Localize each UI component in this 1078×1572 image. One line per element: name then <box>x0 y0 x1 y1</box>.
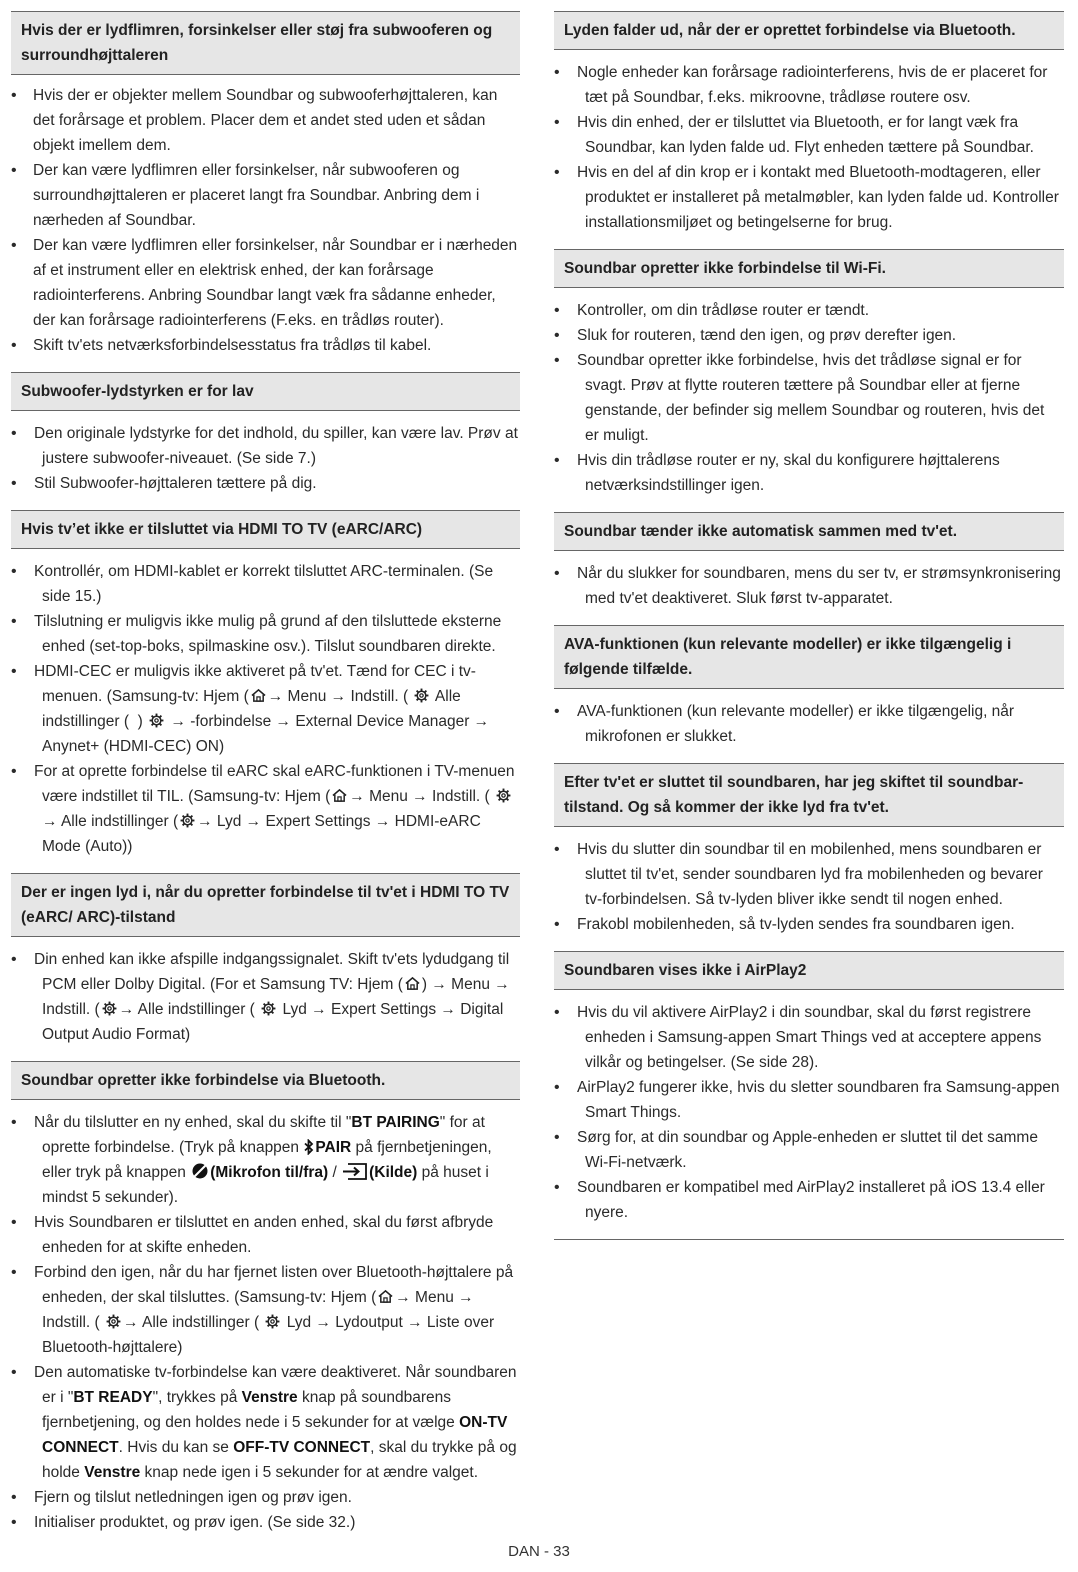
home-icon <box>331 788 348 803</box>
section-heading: Soundbar tænder ikke automatisk sammen med tv'et. <box>554 512 1064 551</box>
section-no-sound-hdmi <box>11 873 520 1061</box>
section-heading: Subwoofer-lydstyrken er for lav <box>11 372 520 411</box>
bluetooth-icon <box>304 1139 314 1155</box>
section-wifi <box>554 249 1064 512</box>
list-item: • Sluk for routeren, tænd den igen, og prøv derefter igen. <box>554 323 1064 348</box>
list-item: • Hvis Soundbaren er tilsluttet en anden enhed, skal du først afbryde enheden for at skifte enheden. <box>11 1210 520 1260</box>
list-item: • Den originale lydstyrke for det indhold, du spiller, kan være lav. Prøv at justere subwoofer-niveauet. (Se side 7.) <box>11 421 520 471</box>
list-item: • AirPlay2 fungerer ikke, hvis du sletter soundbaren fra Samsung-appen Smart Things. <box>554 1075 1064 1125</box>
list-item: • Forbind den igen, når du har fjernet listen over Bluetooth-højttalere på enheden, der skal tilsluttes. (Samsung-tv: Hjem ( → Menu → Indstill. ( → Alle indstillinger ( Lyd → Lydoutput → Liste over Bluetooth-højttalere) <box>11 1260 520 1360</box>
section-ava <box>554 625 1064 763</box>
list-item: • Initialiser produktet, og prøv igen. (Se side 32.) <box>11 1510 520 1535</box>
list-item: • Der kan være lydflimren eller forsinkelser, når subwooferen og surroundhøjttaleren er placeret langt fra Soundbar. Anbring dem i nærheden af Soundbar. <box>11 158 520 233</box>
section-heading: AVA-funktionen (kun relevante modeller) er ikke tilgængelig i følgende tilfælde. <box>554 625 1064 689</box>
section-bluetooth-dropout <box>554 11 1064 249</box>
list-item: • Hvis din enhed, der er tilsluttet via Bluetooth, er for langt væk fra Soundbar, kan lyden falde ud. Flyt enheden tættere på Soundbar. <box>554 110 1064 160</box>
settings-gear-icon <box>180 813 195 828</box>
list-item: • Der kan være lydflimren eller forsinkelser, når Soundbar er i nærheden af et instrument eller en elektrisk enhed, der kan forårsage radiointerferens. Anbring Soundbar langt væk fra sådanne enheder, der kan forårsage radiointerferens (F.eks. en trådløs router). <box>11 233 520 333</box>
list-item: • Din enhed kan ikke afspille indgangssignalet. Skift tv'ets lydudgang til PCM eller Dolby Digital. (For et Samsung TV: Hjem ( ) → Menu → Indstill. ( → Alle indstillinger ( Lyd → Expert Settings → Digital Output Audio Format) <box>11 947 520 1047</box>
section-airplay2 <box>554 951 1064 1240</box>
settings-gear-icon <box>496 788 511 803</box>
section-soundbar-mode <box>554 763 1064 951</box>
list-item: • Soundbaren er kompatibel med AirPlay2 installeret på iOS 13.4 eller nyere. <box>554 1175 1064 1225</box>
list-item: • Når du tilslutter en ny enhed, skal du skifte til "BT PAIRING" for at oprette forbindelse. (Tryk på knappen PAIR på fjernbetjeningen, eller tryk på knappen (Mikrofon til/fra) / (Kilde) på huset i mindst 5 sekunder). <box>11 1110 520 1210</box>
home-icon <box>250 688 267 703</box>
list-item: • Frakobl mobilenheden, så tv-lyden sendes fra soundbaren igen. <box>554 912 1064 937</box>
list-item: • Hvis du slutter din soundbar til en mobilenhed, mens soundbaren er sluttet til tv'et, sender soundbaren lyd fra mobilenheden og bevarer tv-forbindelsen. Så tv-lyden bliver ikke sendt til nogen enhed. <box>554 837 1064 912</box>
list-item: • Hvis du vil aktivere AirPlay2 i din soundbar, skal du først registrere enheden i Samsung-appen Smart Things ved at acceptere appens vilkår og betingelser. (Se side 28). <box>554 1000 1064 1075</box>
section-subwoofer-volume <box>11 372 520 510</box>
list-item: • Kontrollér, om HDMI-kablet er korrekt tilsluttet ARC-terminalen. (Se side 15.) <box>11 559 520 609</box>
settings-gear-icon <box>414 688 429 703</box>
section-heading: Lyden falder ud, når der er oprettet forbindelse via Bluetooth. <box>554 11 1064 50</box>
section-heading: Der er ingen lyd i, når du opretter forbindelse til tv'et i HDMI TO TV (eARC/ ARC)-tilstand <box>11 873 520 937</box>
list-item: • Når du slukker for soundbaren, mens du ser tv, er strømsynkronisering med tv'et deaktiveret. Sluk først tv-apparatet. <box>554 561 1064 611</box>
settings-gear-icon <box>149 713 164 728</box>
list-item: • Den automatiske tv-forbindelse kan være deaktiveret. Når soundbaren er i "BT READY", trykkes på Venstre knap på soundbarens fjernbetjening, og den holdes nede i 5 sekunder for at vælge ON-TV CONNECT. Hvis du kan se OFF-TV CONNECT, skal du trykke på og holde Venstre knap nede igen i 5 sekunder for at ændre valget. <box>11 1360 520 1485</box>
section-sound-flicker <box>11 11 520 372</box>
list-item: • Soundbar opretter ikke forbindelse, hvis det trådløse signal er for svagt. Prøv at flytte routeren tættere på Soundbar eller at fjerne genstande, der befinder sig mellem Soundbar og routeren, hvis det er muligt. <box>554 348 1064 448</box>
section-heading: Hvis tv’et ikke er tilsluttet via HDMI TO TV (eARC/ARC) <box>11 510 520 549</box>
section-heading: Soundbaren vises ikke i AirPlay2 <box>554 951 1064 990</box>
list-item: • Fjern og tilslut netledningen igen og prøv igen. <box>11 1485 520 1510</box>
section-bluetooth-connect <box>11 1061 520 1549</box>
list-item: • Skift tv'ets netværksforbindelsesstatus fra trådløs til kabel. <box>11 333 520 358</box>
settings-gear-icon <box>106 1314 121 1329</box>
section-heading: Efter tv'et er sluttet til soundbaren, har jeg skiftet til soundbar-tilstand. Og så kommer der ikke lyd fra tv'et. <box>554 763 1064 827</box>
home-icon <box>377 1289 394 1304</box>
right-column <box>554 11 1064 1240</box>
section-auto-power <box>554 512 1064 625</box>
list-item: • For at oprette forbindelse til eARC skal eARC-funktionen i TV-menuen være indstillet til TIL. (Samsung-tv: Hjem ( → Menu → Indstill. ( → Alle indstillinger ( → Lyd → Expert Settings → HDMI-eARC Mode (Auto)) <box>11 759 520 859</box>
list-item: • Stil Subwoofer-højttaleren tættere på dig. <box>11 471 520 496</box>
section-heading: Soundbar opretter ikke forbindelse til Wi-Fi. <box>554 249 1064 288</box>
left-column <box>11 11 520 1549</box>
list-item: • HDMI-CEC er muligvis ikke aktiveret på tv'et. Tænd for CEC i tv-menuen. (Samsung-tv: Hjem ( → Menu → Indstill. ( Alle indstillinger ( ) → -forbindelse → External Device Manager → Anynet+ (HDMI-CEC) ON) <box>11 659 520 759</box>
section-hdmi-not-connected <box>11 510 520 873</box>
settings-gear-icon <box>265 1314 280 1329</box>
list-item: • Hvis der er objekter mellem Soundbar og subwooferhøjttaleren, kan det forårsage et problem. Placer dem et andet sted uden et sådan objekt imellem dem. <box>11 83 520 158</box>
home-icon <box>404 976 421 991</box>
mic-off-icon <box>191 1162 209 1180</box>
list-item: • Sørg for, at din soundbar og Apple-enheden er sluttet til det samme Wi-Fi-netværk. <box>554 1125 1064 1175</box>
source-icon <box>342 1163 368 1180</box>
settings-gear-icon <box>102 1001 117 1016</box>
section-heading: Soundbar opretter ikke forbindelse via Bluetooth. <box>11 1061 520 1100</box>
settings-gear-icon <box>261 1001 276 1016</box>
list-item: • AVA-funktionen (kun relevante modeller) er ikke tilgængelig, når mikrofonen er slukket. <box>554 699 1064 749</box>
page-number: DAN - 33 <box>508 1543 570 1560</box>
list-item: • Kontroller, om din trådløse router er tændt. <box>554 298 1064 323</box>
section-heading: Hvis der er lydflimren, forsinkelser eller støj fra subwooferen og surroundhøjttaleren <box>11 11 520 75</box>
list-item: • Nogle enheder kan forårsage radiointerferens, hvis de er placeret for tæt på Soundbar, f.eks. mikroovne, trådløse routere osv. <box>554 60 1064 110</box>
list-item: • Tilslutning er muligvis ikke mulig på grund af den tilsluttede eksterne enhed (set-top-boks, spilmaskine osv.). Tilslut soundbaren direkte. <box>11 609 520 659</box>
list-item: • Hvis din trådløse router er ny, skal du konfigurere højttalerens netværksindstillinger igen. <box>554 448 1064 498</box>
list-item: • Hvis en del af din krop er i kontakt med Bluetooth-modtageren, eller produktet er installeret på metalmøbler, kan lyden falde ud. Kontroller installationsmiljøet og betingelserne for brug. <box>554 160 1064 235</box>
